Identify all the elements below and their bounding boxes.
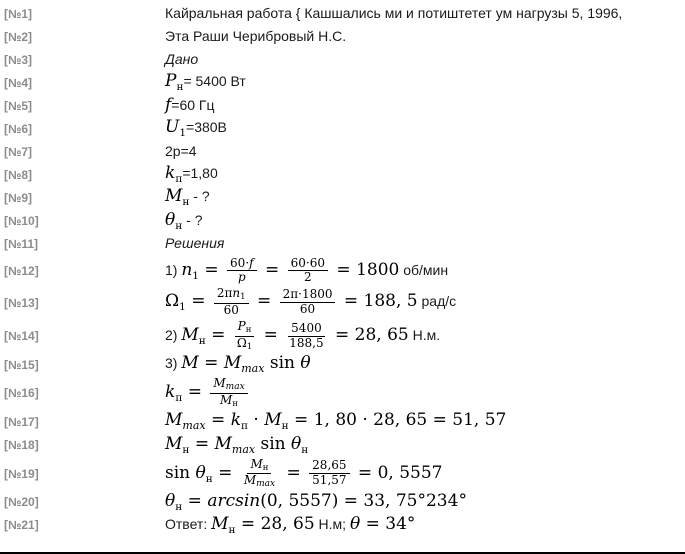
line-number-label: [№16] <box>4 386 39 401</box>
line-content <box>165 163 685 186</box>
line-row <box>0 94 685 117</box>
line-number-label: [№13] <box>4 295 39 310</box>
text-segment: 60· <box>230 255 250 270</box>
line-row <box>0 48 685 71</box>
text-segment: 51,57 <box>312 473 347 488</box>
line-number-label: [№18] <box>4 438 39 453</box>
text-segment: н <box>175 219 183 232</box>
text-segment: Н.м. <box>408 326 441 343</box>
math-fraction <box>288 257 328 286</box>
text-segment: 1) <box>165 261 182 278</box>
text-segment: = <box>189 433 215 454</box>
text-segment: θ <box>349 513 361 534</box>
text-segment: Дано <box>165 50 199 67</box>
line-number-label: [№7] <box>4 144 33 159</box>
text-segment: н <box>198 334 206 347</box>
line-number-label: [№11] <box>4 237 39 252</box>
line-content <box>165 95 685 116</box>
line-number-label: [№20] <box>4 495 39 510</box>
math-fraction <box>309 459 349 488</box>
text-segment: M <box>211 513 229 534</box>
line-content <box>165 410 685 433</box>
line-content <box>165 319 685 354</box>
fraction-numerator <box>288 322 325 337</box>
line-content <box>165 434 685 457</box>
text-segment: k <box>165 163 176 184</box>
text-segment: 1 <box>246 341 253 352</box>
text-segment: M <box>264 410 282 431</box>
line-content <box>165 5 685 23</box>
text-segment: н <box>182 443 190 456</box>
text-segment: = <box>198 353 224 374</box>
text-segment: - ? <box>189 188 210 205</box>
text-segment: M <box>223 353 242 374</box>
text-segment: =380В <box>186 119 227 136</box>
text-segment: н <box>232 398 238 409</box>
line-content <box>165 376 685 410</box>
line-content <box>165 457 685 491</box>
line-row <box>0 163 685 186</box>
text-segment: 1 <box>179 301 186 314</box>
line-content <box>165 117 685 140</box>
text-segment: Ω <box>236 335 247 350</box>
text-segment: = <box>251 291 277 312</box>
line-content <box>165 51 685 69</box>
text-segment: arcsin <box>207 490 261 511</box>
text-segment: M <box>214 433 232 454</box>
math-fraction <box>214 287 249 318</box>
text-segment: н <box>182 196 190 209</box>
line-row <box>0 140 685 163</box>
text-segment: Н.м; <box>314 515 350 532</box>
text-segment: f <box>165 95 172 115</box>
line-row <box>0 186 685 209</box>
line-row <box>0 434 685 457</box>
text-segment: θ <box>165 490 176 511</box>
line-row <box>0 117 685 140</box>
text-segment: Кайральная работа { Кашшались ми и потиштетет ум нагрузы 5, 1996, <box>165 4 623 21</box>
text-segment: = 0, 5557 <box>352 462 443 483</box>
text-segment: = <box>182 382 208 403</box>
text-segment: max <box>225 382 245 393</box>
text-segment: п <box>241 420 248 433</box>
text-segment: M <box>213 376 226 391</box>
fraction-denominator <box>309 474 349 488</box>
line-row <box>0 256 685 287</box>
text-segment: Ответ: <box>165 515 212 532</box>
math-fraction <box>286 322 326 351</box>
line-number-label: [№2] <box>4 29 33 44</box>
text-segment: 28,65 <box>312 458 347 473</box>
text-segment: 2π·1800 <box>282 287 333 302</box>
text-segment: Эта Раши Черибровый Н.С. <box>165 27 347 44</box>
text-segment: = <box>258 324 284 345</box>
text-segment: θ <box>165 209 176 230</box>
line-row <box>0 210 685 233</box>
text-segment: k <box>165 382 176 403</box>
text-segment: н <box>205 472 213 485</box>
text-segment: M <box>165 433 183 454</box>
text-segment: = 28, 65 <box>329 324 409 345</box>
text-segment: f <box>249 255 254 270</box>
text-segment: max <box>182 419 206 433</box>
math-fraction <box>227 257 257 286</box>
line-row <box>0 233 685 256</box>
text-segment: =1,80 <box>182 165 218 182</box>
line-number-label: [№17] <box>4 414 39 429</box>
text-segment: Ω <box>165 291 180 312</box>
line-number-label: [№1] <box>4 6 33 21</box>
text-segment: p <box>237 270 246 285</box>
text-segment: 60 <box>299 302 316 316</box>
text-segment: н <box>301 443 309 456</box>
text-segment: 2 <box>304 270 312 285</box>
line-number-label: [№6] <box>4 121 33 136</box>
line-number-label: [№9] <box>4 190 33 205</box>
text-segment: 3) <box>165 355 182 372</box>
line-row <box>0 514 685 537</box>
math-fraction <box>241 458 278 490</box>
line-row <box>0 319 685 354</box>
line-row <box>0 410 685 433</box>
line-content <box>165 514 685 537</box>
fraction-denominator <box>297 303 318 317</box>
line-content <box>165 353 685 376</box>
math-fraction <box>210 377 247 409</box>
text-segment: M <box>165 410 183 431</box>
text-segment: н <box>175 500 183 513</box>
text-segment: (0, 5557) = 33, 75°234° <box>260 490 467 511</box>
line-content <box>165 286 685 319</box>
line-content <box>165 210 685 233</box>
line-row <box>0 491 685 514</box>
line-row <box>0 286 685 319</box>
text-segment: рад/с <box>417 293 457 310</box>
fraction-numerator <box>235 320 255 337</box>
text-segment: п <box>175 173 183 186</box>
text-segment: θ <box>291 433 302 454</box>
text-segment: P <box>237 318 246 333</box>
text-segment: п <box>175 392 183 405</box>
text-segment: = <box>205 324 231 345</box>
line-number-label: [№15] <box>4 357 39 372</box>
text-segment: н <box>245 324 252 335</box>
text-segment: M <box>250 456 263 471</box>
line-number-label: [№5] <box>4 98 33 113</box>
text-segment: - ? <box>182 211 203 228</box>
line-content <box>165 491 685 514</box>
line-list <box>0 2 685 537</box>
text-segment: max <box>256 479 276 490</box>
line-row <box>0 25 685 48</box>
text-segment: 2) <box>165 326 182 343</box>
line-content <box>165 186 685 209</box>
text-segment: = <box>281 462 307 483</box>
text-segment: = <box>198 259 225 280</box>
text-segment: θ <box>300 353 311 374</box>
text-segment: Решения <box>165 235 225 252</box>
line-row <box>0 353 685 376</box>
line-row <box>0 376 685 410</box>
text-segment: = <box>205 410 231 431</box>
line-number-label: [№4] <box>4 75 33 90</box>
text-segment: M <box>220 392 233 407</box>
fraction-denominator <box>234 337 255 353</box>
text-segment: 1 <box>240 292 246 303</box>
text-segment: n <box>181 259 193 280</box>
line-content <box>165 143 685 161</box>
line-content <box>165 256 685 287</box>
line-number-label: [№19] <box>4 466 39 481</box>
text-segment: 60·60 <box>290 255 326 270</box>
line-number-label: [№3] <box>4 52 33 67</box>
line-number-label: [№12] <box>4 263 39 278</box>
text-segment: = <box>259 259 285 280</box>
fraction-denominator <box>241 474 278 489</box>
text-segment: = <box>182 490 208 511</box>
text-segment: 1 <box>179 127 187 140</box>
text-segment: н <box>228 523 236 536</box>
text-segment: н <box>262 462 269 473</box>
text-segment: = <box>185 291 211 312</box>
text-segment: = 5400 Вт <box>183 73 246 89</box>
text-segment: M <box>181 324 199 345</box>
text-segment: 188,5 <box>289 335 324 350</box>
text-segment: 2π <box>216 286 233 301</box>
text-segment: M <box>165 186 183 207</box>
line-content <box>165 28 685 46</box>
fraction-numerator <box>227 257 257 272</box>
text-segment: P <box>165 71 177 91</box>
fraction-numerator <box>280 288 336 303</box>
fraction-denominator <box>217 394 241 410</box>
text-segment: 5400 <box>291 320 322 335</box>
text-segment: M <box>243 473 257 488</box>
text-segment: max <box>241 362 265 376</box>
fraction-numerator <box>288 257 328 272</box>
line-row <box>0 457 685 491</box>
text-segment: = <box>212 462 238 483</box>
line-number-label: [№21] <box>4 518 39 533</box>
text-segment: = 28, 65 <box>235 513 315 534</box>
fraction-numerator <box>214 287 249 304</box>
text-segment: · <box>248 410 265 431</box>
text-segment: 2p=4 <box>165 143 197 159</box>
fraction-numerator <box>309 459 349 474</box>
text-segment: = 34° <box>360 513 416 534</box>
fraction-numerator <box>210 377 247 393</box>
text-segment: н <box>176 81 184 93</box>
text-segment: sin <box>165 462 196 483</box>
fraction-denominator <box>286 337 326 351</box>
text-segment: =60 Гц <box>171 97 215 113</box>
line-number-label: [№10] <box>4 214 39 229</box>
text-segment: max <box>231 442 256 456</box>
fraction-denominator <box>235 271 249 285</box>
text-segment: н <box>281 420 289 433</box>
fraction-numerator <box>247 458 271 475</box>
text-segment: sin <box>264 353 301 374</box>
text-segment: k <box>230 410 241 431</box>
text-segment: = 1, 80 · 28, 65 = 51, 57 <box>288 410 507 431</box>
line-row <box>0 71 685 94</box>
line-content <box>165 235 685 253</box>
text-segment: 1 <box>192 269 199 282</box>
text-segment: об/мин <box>399 261 449 278</box>
text-segment: = 188, 5 <box>338 291 418 312</box>
text-segment: sin <box>255 433 292 454</box>
text-segment: θ <box>195 462 206 483</box>
math-fraction <box>280 288 336 317</box>
line-content <box>165 71 685 94</box>
text-segment: n <box>232 286 241 301</box>
line-number-label: [№8] <box>4 167 33 182</box>
fraction-denominator <box>301 271 315 285</box>
text-segment: 60 <box>223 302 239 317</box>
text-segment: U <box>165 117 180 138</box>
fraction-denominator <box>221 304 242 318</box>
text-segment: M <box>181 353 199 374</box>
line-number-label: [№14] <box>4 329 39 344</box>
text-segment: = 1800 <box>331 259 400 280</box>
line-row <box>0 2 685 25</box>
math-fraction <box>234 320 255 353</box>
